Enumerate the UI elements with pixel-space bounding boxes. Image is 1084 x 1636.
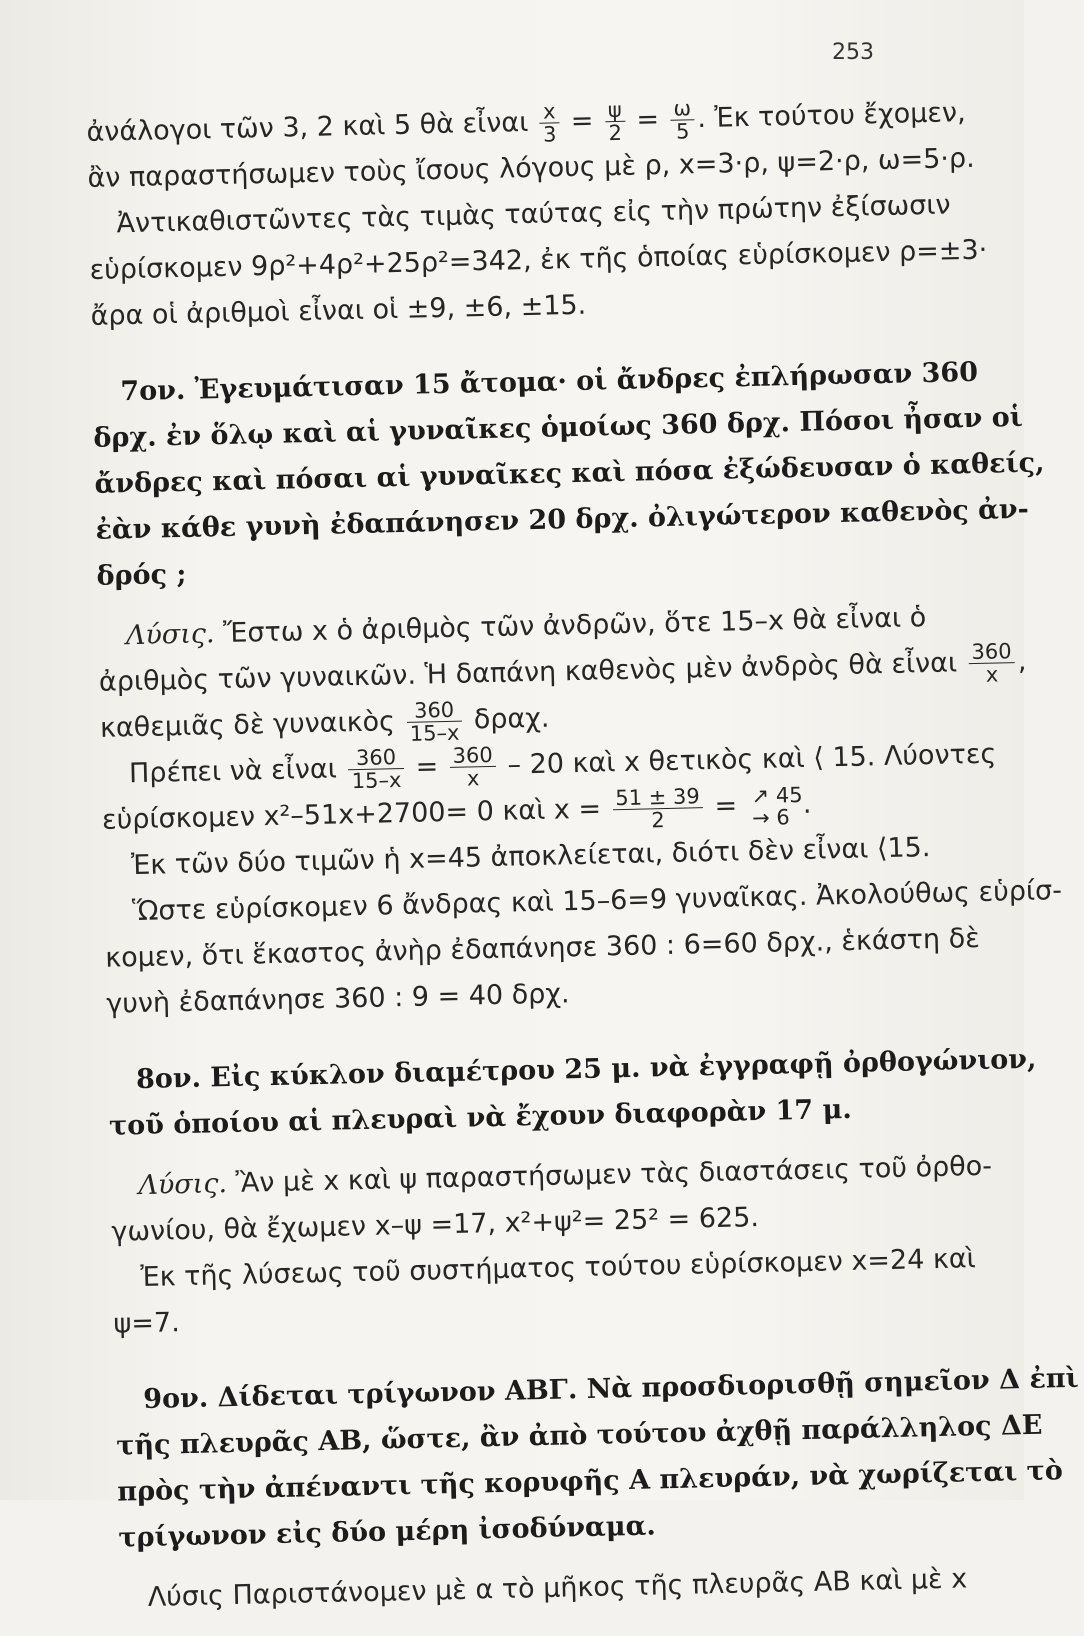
arrow-right-icon: → 6	[751, 804, 790, 830]
fraction-psi-over-2: $\frac{\psi}{2}$	[605, 99, 626, 144]
page-number: 253	[832, 40, 874, 65]
text-line: ἂν παραστήσωμεν τοὺς ἴσους λόγους μὲ ρ, x=3·ρ, ψ=2·ρ, ω=5·ρ.	[87, 142, 976, 194]
text-line: Πρέπει νὰ εἶναι $\frac{360}{15-x}$ = $\frac{360}{x}$ – 20 καὶ x θετικὸς καὶ ⟨ 15. Λύοντες	[128, 738, 997, 794]
fraction-360-over-x: $\frac{360}{x}$	[449, 744, 496, 790]
text-line: Λύσις. Ἂν μὲ x καὶ ψ παραστήσωμεν τὰς διαστάσεις τοῦ ὀρθο-	[138, 1150, 993, 1202]
problem-line: ἄνδρες καὶ πόσαι αἱ γυναῖκες καὶ πόσα ἐξώδευσαν ὁ καθείς,	[94, 447, 1045, 500]
page-body	[86, 91, 1079, 1635]
fraction-x-over-3: $\frac{x}{3}$	[539, 100, 559, 145]
problem-line: 7ον. Ἐγευμάτισαν 15 ἄτομα· οἱ ἄνδρες ἐπλήρωσαν 360	[120, 356, 979, 408]
text-line: ἄρα οἱ ἀριθμοὶ εἶναι οἱ ±9, ±6, ±15.	[90, 289, 587, 332]
text-line: Ὥστε εὑρίσκομεν 6 ἄνδρας καὶ 15–6=9 γυναῖκας. Ἀκολούθως εὑρίσ-	[131, 875, 1063, 928]
problem-line: πρὸς τὴν ἀπέναντι τῆς κορυφῆς Α πλευράν, νὰ χωρίζεται τὸ	[117, 1455, 1064, 1508]
fraction-quadratic-roots: $\frac{51 \pm 39}{2}$	[612, 785, 703, 832]
text-line: κομεν, ὅτι ἕκαστος ἀνὴρ ἐδαπάνησε 360 : 6=60 δρχ., ἑκάστη δὲ	[104, 922, 981, 974]
solution-label: Λύσις	[147, 1580, 225, 1613]
solution-label: Λύσις.	[125, 618, 215, 652]
problem-number: 9ον.	[142, 1382, 209, 1416]
solution-9	[119, 1557, 968, 1622]
fraction-omega-over-5: $\frac{\omega}{5}$	[670, 97, 695, 143]
text-line: Ἐκ τῶν δύο τιμῶν ἡ x=45 ἀποκλείεται, διότι δὲν εἶναι ⟨15.	[130, 832, 931, 882]
text-line: ψ=7.	[113, 1307, 181, 1340]
problem-8	[108, 1039, 1037, 1150]
text-line: εὑρίσκομεν x²–51x+2700= 0 καὶ x = $\frac{51 \pm 39}{2}$ = ↗ 45 → 6 .	[101, 782, 812, 836]
problem-7	[92, 351, 1045, 600]
solution-label: Λύσις.	[138, 1168, 228, 1202]
problem-9	[115, 1359, 1079, 1562]
text-line: εὑρίσκομεν 9ρ²+4ρ²+25ρ²=342, ἐκ τῆς ὁποίας εὑρίσκομεν ρ=±3·	[89, 234, 988, 286]
root-arrows	[751, 783, 803, 828]
text-line: Λύσις Παριστάνομεν μὲ α τὸ μῆκος τῆς πλευρᾶς ΑΒ καὶ μὲ x	[147, 1563, 968, 1613]
problem-line: τρίγωνον εἰς δύο μέρη ἰσοδύναμα.	[118, 1510, 657, 1554]
solution-8	[110, 1145, 993, 1348]
problem-line: ἐὰν κάθε γυνὴ ἐδαπάνησεν 20 δρχ. ὀλιγώτερον καθενὸς ἀν-	[95, 493, 1030, 546]
text-line: γυνὴ ἐδαπάνησε 360 : 9 = 40 δρχ.	[105, 978, 570, 1020]
text-line: Ἀντικαθιστῶντες τὰς τιμὰς ταύτας εἰς τὴν πρώτην ἐξίσωσιν	[116, 189, 951, 240]
problem-line: τῆς πλευρᾶς ΑΒ, ὥστε, ἂν ἀπὸ τούτου ἀχθῇ παράλληλος ΔΕ	[115, 1409, 1043, 1462]
arrow-up-icon: ↗ 45	[751, 782, 803, 808]
text-line: ἀνάλογοι τῶν 3, 2 καὶ 5 θὰ εἶναι $\frac{x}{3}$ = $\frac{\psi}{2}$ = $\frac{\omega}{5}$ . Ἐκ τούτου ἔχομεν,	[86, 96, 966, 148]
problem-line: δρχ. ἐν ὅλῳ καὶ αἱ γυναῖκες ὁμοίως 360 δρχ. Πόσοι ἦσαν οἱ	[93, 401, 1024, 454]
text-line: Ἐκ τῆς λύσεως τοῦ συστήματος τούτου εὑρίσκομεν x=24 καὶ	[140, 1243, 977, 1294]
problem-line: δρός ;	[96, 558, 187, 592]
fraction-360-over-15-minus-x: $\frac{360}{15-x}$	[406, 699, 463, 745]
problem-line: 9ον. Δίδεται τρίγωνον ΑΒΓ. Νὰ προσδιορισθῇ σημεῖον Δ ἐπὶ	[142, 1362, 1079, 1416]
problem-line: τοῦ ὁποίου αἱ πλευραὶ νὰ ἔχουν διαφορὰν 17 μ.	[108, 1093, 853, 1142]
solution-7	[97, 595, 1063, 1028]
fraction-360-over-15-minus-x: $\frac{360}{15-x}$	[348, 746, 405, 792]
text-line: καθεμιᾶς δὲ γυναικὸς $\frac{360}{15-x}$ δραχ.	[99, 697, 550, 746]
text-line: Λύσις. Ἔστω x ὁ ἀριθμὸς τῶν ἀνδρῶν, ὅτε 15–x θὰ εἶναι ὁ	[125, 602, 927, 652]
text-line: γωνίου, θὰ ἔχωμεν x–ψ =17, x²+ψ²= 25² = 625.	[111, 1202, 760, 1248]
problem-number: 8ον.	[135, 1062, 202, 1096]
text-line: ἀριθμὸς τῶν γυναικῶν. Ἡ δαπάνη καθενὸς μὲν ἀνδρὸς θὰ εἶναι $\frac{360}{x}$ ,	[98, 639, 1027, 698]
problem-line: 8ον. Εἰς κύκλον διαμέτρου 25 μ. νὰ ἐγγραφῇ ὀρθογώνιον,	[135, 1043, 1037, 1096]
continuation-paragraph	[86, 91, 988, 340]
fraction-360-over-x: $\frac{360}{x}$	[968, 640, 1015, 686]
problem-number: 7ον.	[120, 374, 186, 408]
